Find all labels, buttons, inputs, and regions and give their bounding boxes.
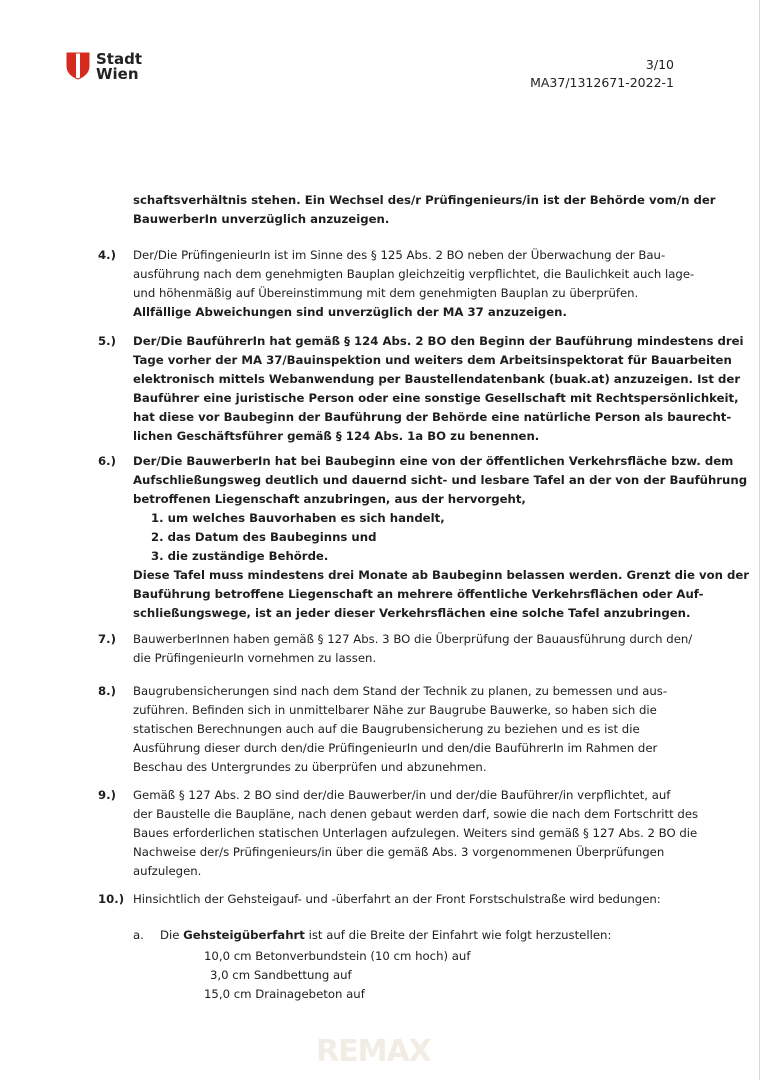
item-number-6: 6.)	[98, 454, 116, 468]
item-10-line: Hinsichtlich der Gehsteigauf- und -überfahrt an der Front Forstschulstraße wird bedungen:	[133, 892, 661, 906]
item-8-line: zuführen. Befinden sich in unmittelbarer Nähe zur Baugrube Bauwerke, so haben sich die	[133, 703, 657, 717]
item-6-list-item: 1. um welches Bauvorhaben es sich handelt,	[151, 511, 445, 525]
item-6-text	[133, 452, 750, 623]
page-number: 3/10	[645, 57, 674, 72]
item-5-line: Tage vorher der MA 37/Bauinspektion und weiters dem Arbeitsinspektorat für Bauarbeiten	[133, 353, 732, 367]
vienna-shield-icon	[66, 52, 90, 80]
item-5-line: lichen Geschäftsführer gemäß § 124 Abs. 1a BO zu benennen.	[133, 429, 540, 443]
item-number-4: 4.)	[98, 248, 116, 262]
item-6-line: Aufschließungsweg deutlich und dauernd sicht- und lesbare Tafel an der von der Bauführung	[133, 473, 748, 487]
item-10-text	[133, 890, 681, 909]
document-header-info	[530, 56, 674, 92]
item-6-line: Der/Die BauwerberIn hat bei Baubeginn eine von der öffentlichen Verkehrsfläche bzw. dem	[133, 454, 734, 468]
layer-item: 15,0 cm Drainagebeton auf	[204, 987, 365, 1001]
file-reference: MA37/1312671-2022-1	[530, 75, 674, 90]
item-9-line: aufzulegen.	[133, 864, 202, 878]
logo-line-1: Stadt	[96, 50, 143, 68]
item-number-10: 10.)	[98, 892, 125, 906]
item-9-line: Baues erforderlichen statischen Unterlagen aufzulegen. Weiters sind gemäß § 127 Abs. 2 BO die	[133, 826, 698, 840]
item-5-text	[133, 332, 744, 446]
item-8-line: Baugrubensicherungen sind nach dem Stand der Technik zu planen, zu bemessen und aus-	[133, 684, 668, 698]
logo-line-2: Wien	[96, 65, 139, 83]
item-number-9: 9.)	[98, 788, 116, 802]
item-4-line: Der/Die PrüfingenieurIn ist im Sinne des § 125 Abs. 2 BO neben der Überwachung der Bau-	[133, 248, 666, 262]
item-7-line: BauwerberInnen haben gemäß § 127 Abs. 3 BO die Überprüfung der Bauausführung durch den/	[133, 632, 693, 646]
item-6-list-item: 2. das Datum des Baubeginns und	[151, 530, 377, 544]
item-8-line: Ausführung dieser durch den/die PrüfingenieurIn und den/die BauführerIn im Rahmen der	[133, 741, 658, 755]
item-7-line: die PrüfingenieurIn vornehmen zu lassen.	[133, 651, 377, 665]
item-6-closing-line: Bauführung betroffene Liegenschaft an mehrere öffentliche Verkehrsflächen oder Auf-	[133, 587, 704, 601]
sub-item-a-text	[160, 926, 611, 945]
intro-paragraph	[133, 191, 716, 229]
item-6-closing-line: schließungswege, ist an jeder dieser Verkehrsflächen eine solche Tafel anzubringen.	[133, 606, 691, 620]
intro-line: BauwerberIn unverzüglich anzuzeigen.	[133, 212, 390, 226]
item-9-line: Nachweise der/s Prüfingenieurs/in über die gemäß Abs. 3 vorgenommenen Überprüfungen	[133, 845, 665, 859]
item-8-text	[133, 682, 681, 777]
item-8-line: Beschau des Untergrundes zu überprüfen und abzunehmen.	[133, 760, 487, 774]
sub-item-a-bold: Gehsteigüberfahrt	[183, 928, 305, 942]
item-8-line: statischen Berechnungen auch auf die Baugrubensicherung zu beziehen und es ist die	[133, 722, 640, 736]
item-6-line: betroffenen Liegenschaft anzubringen, aus der hervorgeht,	[133, 492, 526, 506]
item-5-line: Der/Die BauführerIn hat gemäß § 124 Abs. 2 BO den Beginn der Bauführung mindestens drei	[133, 334, 744, 348]
item-6-list-item: 3. die zuständige Behörde.	[151, 549, 329, 563]
sub-item-a-post: ist auf die Breite der Einfahrt wie folgt herzustellen:	[304, 928, 612, 942]
item-5-line: hat diese vor Baubeginn der Bauführung der Behörde eine natürliche Person als baurecht-	[133, 410, 732, 424]
layer-item: 10,0 cm Betonverbundstein (10 cm hoch) auf	[204, 949, 471, 963]
item-4-bold-line: Allfällige Abweichungen sind unverzüglich der MA 37 anzuzeigen.	[133, 305, 567, 319]
item-9-line: Gemäß § 127 Abs. 2 BO sind der/die Bauwerber/in und der/die Bauführer/in verpflichtet, auf	[133, 788, 671, 802]
watermark: REMAX	[316, 1034, 431, 1069]
item-9-text	[133, 786, 699, 881]
item-7-text	[133, 630, 693, 668]
stadt-wien-logo	[66, 52, 142, 82]
layer-list	[204, 947, 470, 1004]
sub-item-a-letter: a.	[133, 928, 144, 942]
sub-item-a-pre: Die	[160, 928, 184, 942]
item-4-line: ausführung nach dem genehmigten Bauplan gleichzeitig verpflichtet, die Baulichkeit auch lage-	[133, 267, 695, 281]
item-number-8: 8.)	[98, 684, 116, 698]
intro-line: schaftsverhältnis stehen. Ein Wechsel des/r Prüfingenieurs/in ist der Behörde vom/n der	[133, 193, 716, 207]
item-4-text	[133, 246, 695, 322]
item-5-line: Bauführer eine juristische Person oder eine sonstige Gesellschaft mit Rechtspersönlichkeit,	[133, 391, 739, 405]
item-4-line: und höhenmäßig auf Übereinstimmung mit dem genehmigten Bauplan zu überprüfen.	[133, 286, 639, 300]
page-edge	[759, 0, 760, 1080]
item-5-line: elektronisch mittels Webanwendung per Baustellendatenbank (buak.at) anzuzeigen. Ist der	[133, 372, 741, 386]
item-number-5: 5.)	[98, 334, 116, 348]
item-6-closing-line: Diese Tafel muss mindestens drei Monate ab Baubeginn belassen werden. Grenzt die von der	[133, 568, 750, 582]
item-9-line: der Baustelle die Baupläne, nach denen gebaut werden darf, sowie die nach dem Fortschritt des	[133, 807, 699, 821]
item-number-7: 7.)	[98, 632, 116, 646]
layer-item: 3,0 cm Sandbettung auf	[210, 968, 352, 982]
